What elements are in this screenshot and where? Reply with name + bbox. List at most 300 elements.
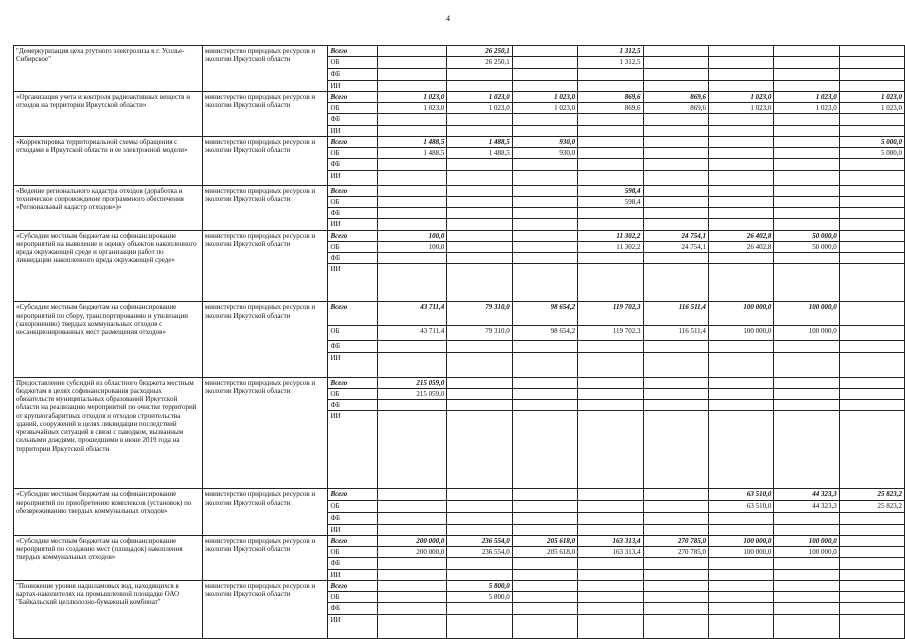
value-cell: 869,6 <box>578 91 643 102</box>
value-cell <box>378 114 447 125</box>
value-cell <box>578 170 643 185</box>
value-cell: 5 000,0 <box>839 148 904 159</box>
value-cell <box>839 302 904 326</box>
value-cell <box>378 603 447 614</box>
value-cell <box>447 185 512 196</box>
funding-source: ФБ <box>328 159 378 170</box>
value-cell <box>643 377 708 388</box>
value-cell <box>378 614 447 638</box>
value-cell <box>378 341 447 352</box>
responsible-executor: министерство природных ресурсов и экологии Иркутской области <box>202 46 328 92</box>
value-cell <box>643 136 708 147</box>
value-cell <box>578 592 643 603</box>
value-cell <box>578 148 643 159</box>
value-cell <box>512 219 577 230</box>
funding-source: ОБ <box>328 103 378 114</box>
value-cell: 1 488,5 <box>378 136 447 147</box>
value-cell <box>839 411 904 489</box>
value-cell <box>447 569 512 580</box>
value-cell <box>447 69 512 80</box>
value-cell <box>378 208 447 219</box>
responsible-executor: министерство природных ресурсов и экологии Иркутской области <box>202 489 328 536</box>
measure-title: "Демеркуризация цеха ртутного электролиза в г. Усолье-Сибирское" <box>14 46 203 92</box>
value-cell <box>839 196 904 207</box>
value-cell <box>512 80 577 91</box>
value-cell: 1 023,0 <box>708 103 773 114</box>
value-cell <box>708 125 773 136</box>
value-cell <box>839 547 904 558</box>
value-cell <box>447 501 512 513</box>
value-cell <box>378 125 447 136</box>
value-cell: 79 310,0 <box>447 302 512 326</box>
value-cell: 236 554,0 <box>447 547 512 558</box>
value-cell: 100 000,0 <box>774 302 839 326</box>
page-number: 4 <box>446 14 450 23</box>
value-cell: 270 785,0 <box>643 535 708 546</box>
value-cell <box>578 80 643 91</box>
value-cell <box>643 489 708 501</box>
value-cell <box>839 241 904 252</box>
value-cell <box>578 159 643 170</box>
value-cell <box>708 185 773 196</box>
value-cell <box>774 377 839 388</box>
funding-source: ОБ <box>328 196 378 207</box>
value-cell <box>708 208 773 219</box>
value-cell: 26 250,1 <box>447 46 512 57</box>
value-cell <box>643 264 708 302</box>
value-cell <box>708 148 773 159</box>
value-cell <box>578 603 643 614</box>
value-cell: 1 023,0 <box>774 91 839 102</box>
value-cell <box>447 230 512 241</box>
value-cell <box>512 400 577 411</box>
funding-source: ОБ <box>328 148 378 159</box>
value-cell <box>378 170 447 185</box>
value-cell <box>839 230 904 241</box>
value-cell <box>839 603 904 614</box>
value-cell <box>774 196 839 207</box>
value-cell: 1 023,0 <box>512 103 577 114</box>
funding-source: Всего <box>328 535 378 546</box>
value-cell <box>578 614 643 638</box>
value-cell: 98 654,2 <box>512 326 577 341</box>
value-cell <box>774 580 839 591</box>
value-cell: 5 800,0 <box>447 592 512 603</box>
value-cell <box>378 185 447 196</box>
value-cell <box>512 114 577 125</box>
value-cell <box>447 614 512 638</box>
value-cell <box>447 253 512 264</box>
value-cell <box>447 388 512 399</box>
value-cell <box>839 57 904 69</box>
table-row <box>14 535 905 546</box>
funding-source: ИИ <box>328 352 378 377</box>
value-cell <box>447 114 512 125</box>
value-cell: 200 000,0 <box>378 535 447 546</box>
value-cell <box>578 569 643 580</box>
value-cell <box>643 148 708 159</box>
value-cell <box>774 69 839 80</box>
value-cell <box>708 170 773 185</box>
value-cell: 100 000,0 <box>708 547 773 558</box>
value-cell <box>774 208 839 219</box>
value-cell <box>643 170 708 185</box>
value-cell: 1 312,5 <box>578 57 643 69</box>
responsible-executor: министерство природных ресурсов и экологии Иркутской области <box>202 230 328 302</box>
table-row <box>14 580 905 591</box>
value-cell <box>512 411 577 489</box>
value-cell <box>378 411 447 489</box>
value-cell <box>512 57 577 69</box>
value-cell: 930,0 <box>512 148 577 159</box>
responsible-executor: министерство природных ресурсов и экологии Иркутской области <box>202 91 328 136</box>
value-cell <box>378 46 447 57</box>
funding-source: ФБ <box>328 208 378 219</box>
value-cell <box>774 57 839 69</box>
value-cell: 163 313,4 <box>578 547 643 558</box>
responsible-executor: министерство природных ресурсов и экологии Иркутской области <box>202 185 328 230</box>
value-cell <box>643 558 708 569</box>
responsible-executor: министерство природных ресурсов и экологии Иркутской области <box>202 302 328 377</box>
value-cell <box>512 352 577 377</box>
value-cell <box>839 326 904 341</box>
value-cell <box>708 524 773 535</box>
value-cell <box>643 208 708 219</box>
value-cell <box>839 264 904 302</box>
value-cell: 100 000,0 <box>708 326 773 341</box>
value-cell <box>643 592 708 603</box>
measure-title: «Ведение регионального кадастра отходов (доработка и техническое сопровождение программного обеспечения «Региональный кадастр отходов»)» <box>14 185 203 230</box>
value-cell: 25 823,2 <box>839 501 904 513</box>
value-cell <box>447 524 512 535</box>
value-cell <box>774 170 839 185</box>
value-cell <box>378 524 447 535</box>
value-cell <box>578 411 643 489</box>
value-cell <box>512 208 577 219</box>
value-cell <box>708 580 773 591</box>
measure-title: «Субсидии местным бюджетам на софинансирование мероприятий по созданию мест (площадок) накопления твердых коммунальных отходов» <box>14 535 203 580</box>
value-cell: 1 023,0 <box>378 91 447 102</box>
value-cell <box>447 80 512 91</box>
value-cell <box>578 114 643 125</box>
value-cell <box>578 524 643 535</box>
value-cell <box>578 513 643 524</box>
value-cell <box>774 614 839 638</box>
value-cell: 215 059,0 <box>378 388 447 399</box>
value-cell: 869,6 <box>643 103 708 114</box>
value-cell <box>378 69 447 80</box>
value-cell <box>774 219 839 230</box>
value-cell: 1 023,0 <box>512 91 577 102</box>
value-cell <box>708 352 773 377</box>
value-cell <box>378 569 447 580</box>
value-cell <box>578 352 643 377</box>
value-cell <box>839 400 904 411</box>
value-cell <box>708 219 773 230</box>
value-cell <box>774 569 839 580</box>
value-cell <box>643 513 708 524</box>
value-cell <box>378 159 447 170</box>
value-cell <box>774 264 839 302</box>
value-cell <box>708 411 773 489</box>
value-cell <box>378 400 447 411</box>
value-cell <box>512 603 577 614</box>
value-cell <box>512 489 577 501</box>
value-cell <box>578 219 643 230</box>
measure-title: «Организация учета и контроля радиоактивных веществ и отходов на территории Иркутской области» <box>14 91 203 136</box>
value-cell: 100 000,0 <box>774 535 839 546</box>
value-cell <box>708 400 773 411</box>
value-cell: 100,0 <box>378 241 447 252</box>
value-cell: 236 554,0 <box>447 535 512 546</box>
value-cell <box>643 388 708 399</box>
value-cell <box>578 558 643 569</box>
value-cell <box>447 377 512 388</box>
value-cell <box>643 352 708 377</box>
value-cell <box>643 580 708 591</box>
value-cell <box>839 352 904 377</box>
value-cell <box>839 46 904 57</box>
value-cell <box>512 241 577 252</box>
value-cell <box>578 501 643 513</box>
value-cell <box>512 580 577 591</box>
funding-source: ИИ <box>328 411 378 489</box>
value-cell: 1 488,5 <box>378 148 447 159</box>
value-cell: 79 310,0 <box>447 326 512 341</box>
table-row <box>14 46 905 57</box>
value-cell: 270 785,0 <box>643 547 708 558</box>
funding-source: Всего <box>328 489 378 501</box>
value-cell <box>839 558 904 569</box>
value-cell: 1 488,5 <box>447 148 512 159</box>
value-cell: 1 312,5 <box>578 46 643 57</box>
value-cell: 163 313,4 <box>578 535 643 546</box>
value-cell <box>512 196 577 207</box>
value-cell <box>774 411 839 489</box>
value-cell <box>643 501 708 513</box>
value-cell <box>643 196 708 207</box>
value-cell: 26 250,1 <box>447 57 512 69</box>
value-cell <box>708 253 773 264</box>
funding-source: ИИ <box>328 170 378 185</box>
value-cell <box>578 580 643 591</box>
value-cell <box>643 219 708 230</box>
table-row <box>14 136 905 147</box>
value-cell <box>512 524 577 535</box>
value-cell: 200 000,0 <box>378 547 447 558</box>
value-cell <box>839 125 904 136</box>
value-cell: 63 510,0 <box>708 489 773 501</box>
value-cell <box>378 558 447 569</box>
value-cell <box>839 341 904 352</box>
value-cell <box>774 592 839 603</box>
value-cell <box>643 185 708 196</box>
funding-source: Всего <box>328 136 378 147</box>
funding-source: ФБ <box>328 114 378 125</box>
funding-source: ОБ <box>328 241 378 252</box>
value-cell <box>774 125 839 136</box>
funding-source: ИИ <box>328 80 378 91</box>
value-cell <box>774 148 839 159</box>
funding-source: ФБ <box>328 558 378 569</box>
funding-source: ФБ <box>328 603 378 614</box>
value-cell <box>378 57 447 69</box>
value-cell <box>578 341 643 352</box>
table-row <box>14 230 905 241</box>
value-cell: 11 302,2 <box>578 241 643 252</box>
value-cell <box>378 580 447 591</box>
value-cell <box>839 535 904 546</box>
value-cell <box>378 513 447 524</box>
value-cell: 43 711,4 <box>378 302 447 326</box>
value-cell <box>578 388 643 399</box>
value-cell <box>839 569 904 580</box>
funding-source: ФБ <box>328 400 378 411</box>
value-cell <box>708 592 773 603</box>
value-cell: 24 754,1 <box>643 241 708 252</box>
value-cell: 44 323,3 <box>774 489 839 501</box>
value-cell <box>839 114 904 125</box>
measure-title: "Понижение уровня надшламовых вод, находящихся в картах-накопителях на промышленной площадке ОАО "Байкальский целлюлозно-бумажный комбинат" <box>14 580 203 638</box>
value-cell <box>512 230 577 241</box>
funding-source: ОБ <box>328 592 378 603</box>
value-cell: 598,4 <box>578 185 643 196</box>
value-cell <box>578 377 643 388</box>
value-cell: 205 618,0 <box>512 535 577 546</box>
responsible-executor: министерство природных ресурсов и экологии Иркутской области <box>202 136 328 185</box>
value-cell <box>774 114 839 125</box>
funding-source: Всего <box>328 91 378 102</box>
table-row <box>14 377 905 388</box>
value-cell <box>512 253 577 264</box>
value-cell <box>643 603 708 614</box>
measure-title: «Субсидии местным бюджетам на софинансирование мероприятий по приобретению комплексов (установок) по обезвреживанию твердых коммунальных отходов» <box>14 489 203 536</box>
value-cell: 100 000,0 <box>774 547 839 558</box>
value-cell <box>512 69 577 80</box>
value-cell: 1 488,5 <box>447 136 512 147</box>
measure-title: Предоставление субсидий из областного бюджета местным бюджетам в целях софинансирования расходных обязательств муниципальных образований Иркутской области на реализацию мероприятий по очистке территорий от крупногабаритных отходов и отходов строительства зданий, сооружений в целях ликвидации последствий чрезвычайных ситуаций в связи с паводком, вызванным сильными дождями, прошедшими в июне 2019 года на территории Иркутской области <box>14 377 203 489</box>
value-cell <box>643 69 708 80</box>
value-cell <box>774 524 839 535</box>
value-cell <box>578 489 643 501</box>
value-cell <box>708 388 773 399</box>
value-cell: 1 023,0 <box>774 103 839 114</box>
value-cell <box>839 377 904 388</box>
value-cell <box>839 524 904 535</box>
value-cell <box>708 80 773 91</box>
value-cell <box>774 388 839 399</box>
value-cell: 116 511,4 <box>643 326 708 341</box>
value-cell <box>643 80 708 91</box>
value-cell <box>708 558 773 569</box>
value-cell <box>578 125 643 136</box>
value-cell <box>512 614 577 638</box>
value-cell <box>774 253 839 264</box>
value-cell <box>378 219 447 230</box>
funding-source: ИИ <box>328 125 378 136</box>
funding-source: ОБ <box>328 547 378 558</box>
value-cell <box>708 603 773 614</box>
value-cell <box>708 136 773 147</box>
value-cell <box>774 352 839 377</box>
value-cell <box>447 196 512 207</box>
value-cell <box>643 253 708 264</box>
value-cell <box>578 400 643 411</box>
funding-source: ФБ <box>328 513 378 524</box>
value-cell: 50 000,0 <box>774 241 839 252</box>
value-cell <box>643 411 708 489</box>
funding-source: ИИ <box>328 524 378 535</box>
value-cell: 63 510,0 <box>708 501 773 513</box>
value-cell: 5 800,0 <box>447 580 512 591</box>
value-cell: 869,6 <box>578 103 643 114</box>
measure-title: «Корректировка территориальной схемы обращения с отходами в Иркутской области и ее электронной модели» <box>14 136 203 185</box>
value-cell <box>839 69 904 80</box>
value-cell: 869,6 <box>643 91 708 102</box>
table-row <box>14 185 905 196</box>
measure-title: «Субсидии местным бюджетам на софинансирование мероприятий на выявление и оценку объектов накопленного вреда окружающей среде и организации работ по ликвидации накопленного вреда окружающей среде» <box>14 230 203 302</box>
funding-source: ОБ <box>328 501 378 513</box>
value-cell <box>839 253 904 264</box>
funding-source: ОБ <box>328 57 378 69</box>
value-cell <box>839 580 904 591</box>
value-cell: 1 023,0 <box>447 103 512 114</box>
value-cell: 116 511,4 <box>643 302 708 326</box>
value-cell: 598,4 <box>578 196 643 207</box>
value-cell <box>447 264 512 302</box>
value-cell <box>447 208 512 219</box>
value-cell <box>708 341 773 352</box>
value-cell: 44 323,3 <box>774 501 839 513</box>
value-cell: 1 023,0 <box>447 91 512 102</box>
value-cell <box>578 136 643 147</box>
value-cell <box>643 341 708 352</box>
table-row <box>14 91 905 102</box>
value-cell <box>708 614 773 638</box>
value-cell <box>378 352 447 377</box>
value-cell: 1 023,0 <box>378 103 447 114</box>
funding-source: ОБ <box>328 326 378 341</box>
value-cell <box>643 400 708 411</box>
value-cell <box>708 377 773 388</box>
value-cell <box>643 57 708 69</box>
value-cell <box>512 377 577 388</box>
table-row <box>14 489 905 501</box>
value-cell: 1 023,0 <box>839 91 904 102</box>
value-cell <box>643 524 708 535</box>
value-cell: 100 000,0 <box>708 535 773 546</box>
funding-source: ФБ <box>328 341 378 352</box>
value-cell <box>447 170 512 185</box>
value-cell <box>839 185 904 196</box>
funding-source: Всего <box>328 46 378 57</box>
value-cell <box>378 80 447 91</box>
funding-source: ФБ <box>328 69 378 80</box>
value-cell <box>447 125 512 136</box>
value-cell: 26 402,8 <box>708 230 773 241</box>
value-cell <box>708 159 773 170</box>
value-cell <box>578 253 643 264</box>
value-cell: 119 702,3 <box>578 326 643 341</box>
value-cell <box>447 489 512 501</box>
value-cell: 215 059,0 <box>378 377 447 388</box>
funding-source: ФБ <box>328 253 378 264</box>
value-cell <box>839 388 904 399</box>
value-cell <box>378 501 447 513</box>
value-cell: 100,0 <box>378 230 447 241</box>
value-cell <box>447 241 512 252</box>
value-cell <box>643 46 708 57</box>
